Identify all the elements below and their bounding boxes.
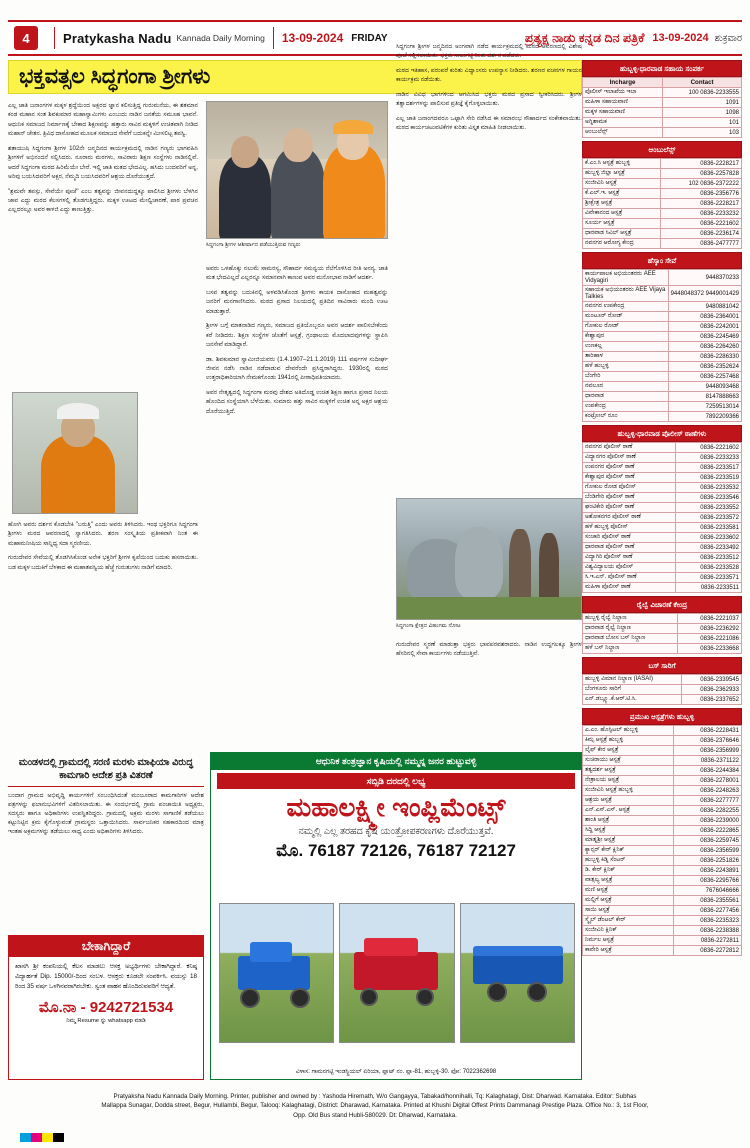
table-row: ನೇತ್ರಾಲಯ ಆಸ್ಪತ್ರೆ 0836-2278001 <box>583 776 742 786</box>
table-row: ನವಲೂರ 9448093468 <box>583 382 742 392</box>
section-header: ಆಂಬುಲೆನ್ಸ್ <box>582 141 742 158</box>
table-row: ತತ್ವದರ್ಶ ಆಸ್ಪತ್ರೆ 0836-2244384 <box>583 766 742 776</box>
table-row: ಹುಬ್ಬಳ್ಳಿ ರೈಲ್ವೆ ನಿಲ್ದಾಣ 0836-2221037 <box>583 614 742 624</box>
table-row: ಮಣಿ ಆಸ್ಪತ್ರೆ 7676046666 <box>583 886 742 896</box>
table-row: ಗೋಕುಲ ರೋಡ ಪೊಲೀಸ್ 0836-2233532 <box>583 483 742 493</box>
table-row: ಕೇಶ್ವಾಪುರ ಪೊಲೀಸ್ ಠಾಣೆ 0836-2233519 <box>583 473 742 483</box>
article-para: ಮಠದ ಇತಿಹಾಸ, ಪರಂಪರೆ ಕುರಿತು ವಿದ್ವಾಂಸರು ಉಪನ್ಯಾಸ ನೀಡಿದರು. ಶರಣರ ವಚನಗಳ ಗಾಯನ ಕಾರ್ಯಕ್ರಮ ನಡೆಯಿತು. <box>396 66 582 84</box>
table-row: ಸಿ.ಇ.ಎನ್. ಪೊಲೀಸ್ ಠಾಣೆ 0836-2233571 <box>583 573 742 583</box>
article-para: ಎಲ್ಲ ಜಾತಿ ಜನಾಂಗದವರೂ ಒಟ್ಟಾಗಿ ಸೇರಿ ನಡೆಸಿದ ಈ ಸಮಾರಂಭ ಸೌಹಾರ್ದದ ಸಂಕೇತವಾಯಿತು. ಮಠದ ಕಾರ್ಯಚಟುವಟಿಕೆಗಳ ಕುರಿತು ವಿಸ್ತೃತ ಮಾಹಿತಿ ನೀಡಲಾಯಿತು. <box>396 114 582 132</box>
table-row: ಕಂಟ್ರೋಲ್ ರೂಂ 7892209366 <box>583 412 742 422</box>
registration-color-bar-left <box>20 1133 64 1142</box>
ad-product-images <box>219 903 575 1043</box>
article-para: ಶತಾಯುಷಿ ಸಿದ್ಧಗಂಗಾ ಶ್ರೀಗಳ 102ನೇ ಜನ್ಮದಿನದ ಕಾರ್ಯಕ್ರಮದಲ್ಲಿ ನಾಡಿನ ಗಣ್ಯರು ಭಾಗವಹಿಸಿ ಶ್ರೀಗಳಿಗೆ ಅಭಿನಂದನೆ ಸಲ್ಲಿಸಿದರು. ನೂರಾರು ಮಠಗಳು, ಸಾವಿರಾರು ಶಿಕ್ಷಣ ಸಂಸ್ಥೆಗಳು ನಾಡಿನಲ್ಲಿವೆ. ಆದರೆ ಸಿದ್ಧಗಂಗಾ ಮಠದ ಹಿರಿಮೆಯೇ ಬೇರೆ. ಇಲ್ಲಿ ಜಾತಿ ಮತದ ಭೇದವಿಲ್ಲ. ಹಸಿದು ಬಂದವರಿಗೆ ಅನ್ನ, ಅರಿವು ಬಯಸಿದವರಿಗೆ ಅಕ್ಷರ, ನೆಮ್ಮದಿ ಬಯಸಿದವರಿಗೆ ಆಶ್ರಯ ದೊರೆಯುತ್ತದೆ. <box>8 144 198 181</box>
directory-section-railway <box>582 596 742 654</box>
article-para: ನಾಡಿನ ವಿವಿಧ ಭಾಗಗಳಿಂದ ಆಗಮಿಸಿದ ಭಕ್ತರು ಮಠದ ಪ್ರಸಾದ ಸ್ವೀಕರಿಸಿದರು. ಶ್ರೀಗಳ ತತ್ವಾದರ್ಶಗಳನ್ನು ಪಾಲಿಸುವ ಪ್ರತಿಜ್ಞೆ ಕೈಗೊಳ್ಳಲಾಯಿತು. <box>396 90 582 108</box>
table-row: ವಿದ್ಯಾನಗರ ಪೊಲೀಸ್ ಠಾಣೆ 0836-2233233 <box>583 453 742 463</box>
classified-title: ಬೇಕಾಗಿದ್ದಾರೆ <box>9 936 203 957</box>
product-image-trailer <box>460 903 575 1043</box>
table-row: ಗೋಕುಲ ರೋಡ್ 0836-2242001 <box>583 322 742 332</box>
article-para: ಅವರ ನೇತೃತ್ವದಲ್ಲಿ ಸಿದ್ಧಗಂಗಾ ಮಠವು ದೇಶದ ಅತಿದೊಡ್ಡ ಉಚಿತ ಶಿಕ್ಷಣ ಹಾಗೂ ಪ್ರಸಾದ ನಿಲಯ ಹೊಂದಿದ ಸಂಸ್ಥೆಯಾಗಿ ಬೆಳೆಯಿತು. ಸುಮಾರು ಹತ್ತು ಸಾವಿರ ಮಕ್ಕಳಿಗೆ ಉಚಿತ ಅನ್ನ ಅಕ್ಷರ ಆಶ್ರಯ ದೊರೆಯುತ್ತಿದೆ. <box>206 388 388 415</box>
table-row: ಎ.ಎಂ. ಹೊಸ್ಪಿಟಲ್ ಹುಬ್ಬಳ್ಳಿ 0836-2228431 <box>583 726 742 736</box>
table-row: ಅಗ್ನಿಶಾಮಕ 101 <box>583 118 742 128</box>
directory-section-helpline <box>582 60 742 138</box>
table-row: ಹಳೆ ಹುಬ್ಬಳ್ಳಿ 0836-2352624 <box>583 362 742 372</box>
table-row: ಸಹಾಯಕ ಅಭಿಯಂತರರು AEE Vijaya Talkies 9448048372 9449001429 <box>583 286 742 302</box>
section-header: ಪ್ರಮುಖ ಆಸ್ಪತ್ರೆಗಳು ಹುಬ್ಬಳ್ಳಿ <box>582 708 742 725</box>
column-header: Incharge <box>583 78 663 88</box>
day-english: FRIDAY <box>351 32 388 44</box>
table-row: ಮಾತೃಶ್ರೀ ಆಸ್ಪತ್ರೆ 0836-2259745 <box>583 836 742 846</box>
table-row: ಸ್ಮೈಲ್ ಡೆಂಟಲ್ ಕೇರ್ 0836-2235323 <box>583 916 742 926</box>
table-row: ಮಹಿಳಾ ಪೊಲೀಸ್ ಠಾಣೆ 0836-2233511 <box>583 583 742 593</box>
classified-note: ನಿಮ್ಮ Resume ನ್ನು whatsapp ಮಾಡಿ <box>66 1018 146 1025</box>
table-row: ಆಂಬುಲೆನ್ಸ್ 103 <box>583 128 742 138</box>
table-row: ವಿವೇಕಾನಂದ ಆಸ್ಪತ್ರೆ 0836-2233232 <box>583 209 742 219</box>
photo-swamiji-portrait <box>12 392 138 514</box>
photo-caption-right: ಸಿದ್ಧಗಂಗಾ ಕ್ಷೇತ್ರದ ವಿಹಂಗಮ ನೋಟ <box>396 623 461 629</box>
table-row: ಎನ್.ಡಬ್ಲ್ಯೂ.ಕೆ.ಆರ್.ಟಿ.ಸಿ. 0836-2337652 <box>583 695 742 705</box>
table-row: ಧಾರವಾಡ ಪೊಲೀಸ್ ಠಾಣೆ 0836-2233492 <box>583 543 742 553</box>
article-para: ಎಲ್ಲ ಜಾತಿ ಜನಾಂಗಗಳ ಮಕ್ಕಳ ಶ್ರದ್ಧೆಯಿಂದ ಅಕ್ಷರದ ಜ್ಞಾನ ಕಲಿಸುತ್ತಿದ್ದ ಗುರುಮನೆಯ, ಈ ಶತಮಾನ ಕಂಡ ಮಹಾನ ಸಂತ ಶಿವಕುಮಾರ ಮಹಾಸ್ವಾಮಿಗಳು ಎಂಬುದು ನಾಡಿನ ಜನತೆಯ ಸಮೂಹ ಭಾವನೆ. ಆಧುನಿಕ ಸಮಾಜದ ನಿರ್ಮಾಣಕ್ಕೆ ಬೇಕಾದ ಶಿಕ್ಷಣವನ್ನು ಹತ್ತಾರು ಸಾವಿರ ಮಕ್ಕಳಿಗೆ ಉಚಿತವಾಗಿ ನೀಡಿದ ಮಹಾನ್ ಚೇತನ. ತ್ರಿವಿಧ ದಾಸೋಹದ ಮೂಲಕ ಸಮಾಜದ ಸೇವೆಗೆ ಬದುಕನ್ನೇ ಮೀಸಲಿಟ್ಟ ತಪಸ್ವಿ. <box>8 102 198 138</box>
ad-tagline: ನಮ್ಮಲ್ಲಿ ಎಲ್ಲ ತರಹದ ಕೃಷಿ ಯಂತ್ರೋಪಕರಣಗಳು ದೊರೆಯುತ್ತವೆ. <box>298 826 494 837</box>
advertisement-mahalakshmi-implements[interactable] <box>210 752 582 1080</box>
table-row: ಕೇಶ್ವಾಪುರ 0836-2245469 <box>583 332 742 342</box>
date-kannada: 13-09-2024 <box>652 32 709 44</box>
table-row: ಶ್ರೀಕ್ಷೇತ್ರ ಆಸ್ಪತ್ರೆ 0836-2228217 <box>583 199 742 209</box>
photo-leaders-with-swamiji <box>206 101 388 239</box>
divider <box>273 27 274 49</box>
table-row: ಧಾರವಾಡ ರೈಲ್ವೆ ನಿಲ್ದಾಣ 0836-2236292 <box>583 624 742 634</box>
table-row: ನಿರ್ಮಲ ಆಸ್ಪತ್ರೆ 0836-2272811 <box>583 936 742 946</box>
footer-line-2: Mallappa Sunagar, Dodda street, Begur, Hullambi, Begur, Talooq: Kalaghatagi, District: Dharawad, Karnataka. Printed at Khushi Digital Offest Prints Dammanagi Prestige Plaza. Office No.: 3, 1st Floor, <box>101 1102 649 1110</box>
article-column-2 <box>206 264 388 421</box>
table-row: ವಿದ್ಯಾಗಿರಿ ಪೊಲೀಸ್ ಠಾಣೆ 0836-2233512 <box>583 553 742 563</box>
classified-phone[interactable]: ಮೊ.ನಾ - 9242721534 <box>38 999 174 1017</box>
village-notice-article <box>8 757 204 836</box>
table-row: ನವನಗರ ಪೊಲೀಸ್ ಠಾಣೆ 0836-2221602 <box>583 443 742 453</box>
article-para: ಸಿದ್ಧಗಂಗಾ ಶ್ರೀಗಳ ಜನ್ಮದಿನದ ಅಂಗವಾಗಿ ನಡೆದ ಕಾರ್ಯಕ್ರಮದಲ್ಲಿ ಮಠದ ಆವರಣದಲ್ಲಿ ವಿಶೇಷ ಪೂಜೆ ಸಲ್ಲಿಸಲಾಯಿತು. ಭಕ್ತರು ಸಾಲುಗಟ್ಟಿ ನಿಂತು ದರ್ಶನ ಪಡೆದರು. <box>396 43 582 60</box>
table-row: ಹುಬ್ಬಳ್ಳಿ ಜಿಲ್ಲಾ ಆಸ್ಪತ್ರೆ 0836-2257828 <box>583 169 742 179</box>
table-row: ಹುಬ್ಬಳ್ಳಿ ಕಿಡ್ನಿ ಸೆಂಟರ್ 0836-2251826 <box>583 856 742 866</box>
article-para: ಶ್ರೀಗಳ ಬಗ್ಗೆ ಮಾತನಾಡಿದ ಗಣ್ಯರು, ಸಮಾಜದ ಪ್ರತಿಯೊಬ್ಬರೂ ಅವರ ಆದರ್ಶ ಪಾಲಿಸಬೇಕೆಂದು ಕರೆ ನೀಡಿದರು. ಶಿಕ್ಷಣ ಸಂಸ್ಥೆಗಳ ಜೊತೆಗೆ ಆಸ್ಪತ್ರೆ, ಗ್ರಂಥಾಲಯ ಮೊದಲಾದವುಗಳನ್ನು ಸ್ಥಾಪಿಸಿ ಜನಸೇವೆ ಮಾಡಿದ್ದಾರೆ. <box>206 322 388 349</box>
article-para: ಅವರು ಒಳಹೊಕ್ಕು ನಲುಮೆ ಸಾಮರಸ್ಯ, ಸೌಹಾರ್ದ ಸಮನ್ವಯ ನೆಲೆಗೊಳಿಸಿದ ರೀತಿ ಅನನ್ಯ. ಜಾತಿ ಮತ ಭೇದವಿಲ್ಲದೆ ಎಲ್ಲರನ್ನೂ ಸಮಾನವಾಗಿ ಕಾಣುವ ಅವರ ಮನೋಭಾವ ನಾಡಿಗೆ ಆದರ್ಶ. <box>206 265 388 282</box>
classified-wanted-ad <box>8 935 204 1080</box>
table-row: ವಿಶ್ವವಿದ್ಯಾಲಯ ಪೊಲೀಸ್ 0836-2233528 <box>583 563 742 573</box>
table-row: ಶಾಂತಿ ಆಸ್ಪತ್ರೆ 0836-2239000 <box>583 816 742 826</box>
footer-line-1: Pratyaksha Nadu Kannada Daily Morning. Printer, publisher and owned by : Yashoda Hiremath, W/o Gangayya, Tabakad/honnihalli, Tq: Kalaghatagi, Dist: Dharwad. Karnataka. Editor: Subhas <box>113 1093 637 1100</box>
table-row: ತಾರಿಹಾಳ 0836-2286330 <box>583 352 742 362</box>
ad-sub-banner: ಸಬ್ಸಿಡಿ ದರದಲ್ಲಿ ಲಭ್ಯ <box>217 773 575 789</box>
footer-line-3: Opp. Old Bus stand Hubli-580029. Dt: Dharwad, Karnataka. <box>293 1111 457 1119</box>
article-column-1-cont <box>8 520 198 577</box>
table-row: ಧಾರವಾಡ ಸಿವಿಲ್ ಆಸ್ಪತ್ರೆ 0836-2236174 <box>583 229 742 239</box>
paper-tagline: Kannada Daily Morning <box>176 33 265 43</box>
article-para: ಗುರುದೇವರ ಸ್ಮರಣೆ ಮಾಡುತ್ತಾ ಭಕ್ತರು ಭಾವಪರವಶರಾದರು. ನಾಡಿನ ಉದ್ದಗಲಕ್ಕೂ ಶ್ರೀಗಳ ಹೆಸರಿನಲ್ಲಿ ಸೇವಾ ಕಾರ್ಯಗಳು ನಡೆಯುತ್ತಿವೆ. <box>396 641 582 658</box>
table-row: ಕಾವೇರಿ ಆಸ್ಪತ್ರೆ 0836-2272812 <box>583 946 742 956</box>
notice-title: ಮಂಡಳದಲ್ಲಿ ಗ್ರಾಮದಲ್ಲಿ ಸರಣಿ ಮರಳು ಮಾಫಿಯಾ ವಿರುದ್ಧ ಕಾಮಗಾರಿ ಆದೇಶ ಪ್ರತಿ ವಿತರಣೆ <box>8 757 204 787</box>
photo-siddaganga-kshetra <box>396 498 582 620</box>
table-row: ಕಾರ್ಯಪಾಲಕ ಅಭಿಯಂತರರು AEE Vidyagiri 9448370233 <box>583 270 742 286</box>
table-row: ಕ್ಯಾನ್ಸರ್ ಕೇರ್ ಕ್ಲಿನಿಕ್ 0836-2356599 <box>583 846 742 856</box>
directory-section-hospitals <box>582 708 742 956</box>
table-row: ಎನ್.ಎಸ್.ಎಸ್. ಆಸ್ಪತ್ರೆ 0836-2282255 <box>583 806 742 816</box>
table-row: ಮಲ್ಲಿಗೆ ಆಸ್ಪತ್ರೆ 0836-2355561 <box>583 896 742 906</box>
table-row: ಸುಚಿರಾಯು ಆಸ್ಪತ್ರೆ 0836-2371122 <box>583 756 742 766</box>
table-row: ಕೆ.ಎಂ.ಸಿ ಆಸ್ಪತ್ರೆ ಹುಬ್ಬಳ್ಳಿ 0836-2228217 <box>583 159 742 169</box>
table-row: ಸೂರ್ಯ ಆಸ್ಪತ್ರೆ 0836-2221602 <box>583 219 742 229</box>
column-header: Contact <box>663 78 742 88</box>
article-column-3-cont <box>396 640 582 664</box>
table-row: ಮಹಿಳಾ ಸಹಾಯವಾಣಿ 1091 <box>583 98 742 108</box>
directory-section-ambulance <box>582 141 742 249</box>
table-row: ಉಪಕೇಂದ್ರ 7259513014 <box>583 402 742 412</box>
table-row: ಅಶೋಕನಗರ ಪೊಲೀಸ್ ಠಾಣೆ 0836-2233572 <box>583 513 742 523</box>
notice-body: ಬಂದಾಗ ಗ್ರಾಮದ ಅಭಿವೃದ್ಧಿ ಕಾರ್ಯಗಳಿಗೆ ಸಂಬಂಧಿಸಿದಂತೆ ಮಂಜೂರಾದ ಕಾಮಗಾರಿಗಳ ಆದೇಶ ಪತ್ರಗಳನ್ನು ಫಲಾನುಭವಿಗಳಿಗೆ ವಿತರಿಸಲಾಯಿತು. ಈ ಸಂದರ್ಭದಲ್ಲಿ ಗ್ರಾಮ ಪಂಚಾಯಿತಿ ಅಧ್ಯಕ್ಷರು, ಸದಸ್ಯರು ಹಾಗೂ ಅಧಿಕಾರಿಗಳು ಉಪಸ್ಥಿತರಿದ್ದರು. ಗ್ರಾಮದಲ್ಲಿ ಅಕ್ರಮ ಮರಳು ಸಾಗಾಣಿಕೆ ತಡೆಯಲು ಕಟ್ಟುನಿಟ್ಟಿನ ಕ್ರಮ ಕೈಗೊಳ್ಳುವಂತೆ ಗ್ರಾಮಸ್ಥರು ಒತ್ತಾಯಿಸಿದರು. ಸಾರ್ವಜನಿಕರ ಸಹಕಾರದಿಂದ ಮಾತ್ರ ಇಂತಹ ಅಕ್ರಮಗಳನ್ನು ತಡೆಯಲು ಸಾಧ್ಯ ಎಂದು ಅಧಿಕಾರಿಗಳು ತಿಳಿಸಿದರು. <box>8 791 204 836</box>
table-row: ಡಿ. ಕೇರ್ ಕ್ಲಿನಿಕ್ 0836-2243891 <box>583 866 742 876</box>
ad-phone[interactable]: ಮೊ. 76187 72126, 76187 72127 <box>276 841 516 860</box>
table-row: ಸಂಚಾರಿ ಪೊಲೀಸ್ ಠಾಣೆ 0836-2233602 <box>583 533 742 543</box>
table-row: ಧಾರವಾಡ ಬೋಸ ಬಸ್ ನಿಲ್ದಾಣ 0836-2221086 <box>583 634 742 644</box>
product-image-rotavator <box>339 903 454 1043</box>
article-para: ಹೋಗಿ ಅವರು ದರ್ಶನ ಕೊಡಬೇಕಿ "ಬರುತ್ತಿ" ಎಂದು ಅವರು ತಿಳಿಸಿದರು. ಇಂಥ ಭಕ್ತರಿಗೂ ಸಿದ್ಧಗಂಗಾ ಶ್ರೀಗಳು ಮಠದ ಆವರಣದಲ್ಲಿ ಸ್ವಾಗತಿಸಿದರು. ಶರಣ ಸಂಸ್ಕೃತಿಯ ಪ್ರತೀಕವಾಗಿ ನಿಂತ ಈ ಮಹಾಮನೀಷಿಯ ಸಾನ್ನಿಧ್ಯ ಸದಾ ಸ್ಮರಣೀಯ. <box>8 521 198 547</box>
article-column-1 <box>8 101 198 220</box>
table-row: ನವನಗರ ಆರೋಗ್ಯ ಕೇಂದ್ರ 0836-2477777 <box>583 239 742 249</box>
directory-rail <box>582 60 742 959</box>
table-row: ಬೆಂಡಿಗೇರಿ ಪೊಲೀಸ್ ಠಾಣೆ 0836-2233546 <box>583 493 742 503</box>
table-row: ಲೈಫ್ ಕೇರ ಆಸ್ಪತ್ರೆ 0836-2356999 <box>583 746 742 756</box>
section-header: ರೈಲ್ವೆ ವಿಚಾರಣೆ ಕೇಂದ್ರ <box>582 596 742 613</box>
article-para: ಗುರುದೇವರ ಸೇವೆಯಲ್ಲಿ ತೊಡಗಿಸಿಕೊಂಡ ಅನೇಕ ಭಕ್ತರಿಗೆ ಶ್ರೀಗಳ ಕೃಪೆಯಿಂದ ಬದುಕು ಹಸನಾಯಿತು. ಬಡ ಮಕ್ಕಳ ಬದುಕಿಗೆ ಬೆಳಕಾದ ಈ ಮಹಾತಪಸ್ವಿಯ ಹೆಜ್ಜೆ ಗುರುತುಗಳು ನಾಡಿಗೆ ಮಾದರಿ. <box>8 554 198 571</box>
main-headline-text: ಭಕ್ತವತ್ಸಲ ಸಿದ್ಧಗಂಗಾ ಶ್ರೀಗಳು <box>19 65 211 88</box>
ad-top-banner: ಆಧುನಿಕ ತಂತ್ರಜ್ಞಾನ ಕೃಷಿಯಲ್ಲಿ ನಮ್ಮನ್ನ ಜನರ ಹುಟ್ಟುವಳ್ಳಿ <box>211 753 581 770</box>
table-row: ಹಳೆ ಬಸ್ ನಿಲ್ದಾಣ 0836-2233668 <box>583 644 742 654</box>
masthead <box>8 20 742 56</box>
table-row: ಉಪನಗರ ಪೊಲೀಸ್ ಠಾಣೆ 0836-2233517 <box>583 463 742 473</box>
table-row: ಉಣಕಲ್ಲ 0836-2264260 <box>583 342 742 352</box>
classified-body: ಖಾಸಗಿ ಶ್ರೀ ಕಂಪನಿಯಲ್ಲಿ ಕೆಲಸ ಮಾಡಲು ಆಸಕ್ತ ಅಭ್ಯರ್ಥಿಗಳು ಬೇಕಾಗಿದ್ದಾರೆ. ಕನಿಷ್ಠ ವಿದ್ಯಾರ್ಹತೆ Dip. 15000/-ದಿಂದ ಸಂಬಳ. ಆಸಕ್ತರು ಕೂಡಲೇ ಸಂಪರ್ಕಿಸಿ. ವಯಸ್ಸು 18 ರಿಂದ 35 ವರ್ಷ ಒಳಗಿನವರಾಗಿರಬೇಕು. ಸ್ವಂತ ವಾಹನ ಹೊಂದಿರುವವರಿಗೆ ಆದ್ಯತೆ. <box>15 963 197 990</box>
table-row: ಹಳೆ ಹುಬ್ಬಳ್ಳಿ ಪೊಲೀಸ್ 0836-2233581 <box>583 523 742 533</box>
table-row: ಆಶ್ರಯ ಆಸ್ಪತ್ರೆ 0836-2277777 <box>583 796 742 806</box>
table-row: ಘಂಟಿಕೇರಿ ಪೊಲೀಸ್ ಠಾಣೆ 0836-2233552 <box>583 503 742 513</box>
directory-section-bus <box>582 657 742 705</box>
section-header: ಹುಬ್ಬಳ್ಳಿ-ಧಾರವಾಡ ಸಹಾಯ ಸಂಪರ್ಕ <box>582 60 742 77</box>
table-row: ಸಾಯಿ ಆಸ್ಪತ್ರೆ 0836-2277456 <box>583 906 742 916</box>
article-para: ಡಾ. ಶಿವಕುಮಾರ ಸ್ವಾಮೀಜಿಯವರು (1.4.1907–21.1.2019) 111 ವರ್ಷಗಳ ಸುದೀರ್ಘ ಜೀವನ ನಡೆಸಿ ನಾಡಿನ ನಡೆದಾಡುವ ದೇವರೆಂದೇ ಪ್ರಸಿದ್ಧರಾಗಿದ್ದರು. 1930ರಲ್ಲಿ ಮಠದ ಉತ್ತರಾಧಿಕಾರಿಯಾಗಿ ನೇಮಕಗೊಂಡು 1941ರಲ್ಲಿ ಪೀಠಾಧಿಪತಿಯಾದರು. <box>206 355 388 382</box>
directory-section-hescom <box>582 252 742 422</box>
product-image-plough <box>219 903 334 1043</box>
article-para: "ಶ್ರಮವೇ ತಪಸ್ಸು, ಸೇವೆಯೇ ಪೂಜೆ" ಎಂಬ ತತ್ವವನ್ನು ಜೀವನದುದ್ದಕ್ಕೂ ಪಾಲಿಸಿದ ಶ್ರೀಗಳು ಬೆಳಗಿನ ಜಾವ ಎದ್ದು ಮಠದ ಕೆಲಸಗಳಲ್ಲಿ ತೊಡಗುತ್ತಿದ್ದರು. ಮಕ್ಕಳ ಊಟದ ಮೇಲ್ವಿಚಾರಣೆ, ಪಾಠ ಪ್ರವಚನ ಎಲ್ಲದರಲ್ಲೂ ಅವರ ಕಾಳಜಿ ಎದ್ದು ಕಾಣುತ್ತಿತ್ತು. <box>8 187 198 214</box>
photo-caption-top: ಸಿದ್ಧಗಂಗಾ ಶ್ರೀಗಳ ಆಶೀರ್ವಾದ ಪಡೆಯುತ್ತಿರುವ ಗಣ್ಯರು <box>206 242 301 248</box>
section-header: ಹುಬ್ಬಳ್ಳಿ-ಧಾರವಾಡ ಪೊಲೀಸ್ ಠಾಣೆಗಳು <box>582 425 742 442</box>
table-row: ಪೊಲೀಸ್ ಇಲಾಖೆಯ ಇಲಾ 100 0836-2233555 <box>583 88 742 98</box>
table-row: ವಾತ್ಸಲ್ಯ ಆಸ್ಪತ್ರೆ 0836-2295766 <box>583 876 742 886</box>
ad-address: ವಿಳಾಸ: ಗಾಮನಗಟ್ಟಿ ಇಂಡಸ್ಟ್ರಿಯಲ್ ಏರಿಯಾ, ಪ್ಲಾಟ್ ನಂ. ಪ್ಲಾ-81, ಹುಬ್ಬಳ್ಳಿ-30. ಫೋ: 7022362698 <box>295 1069 497 1075</box>
directory-section-police <box>582 425 742 593</box>
table-row: ಕಿಮ್ಸ ಆಸ್ಪತ್ರೆ ಹುಬ್ಬಳ್ಳಿ 0836-2376646 <box>583 736 742 746</box>
section-header: ಹೆಸ್ಕಾಂ ಸೇವೆ <box>582 252 742 269</box>
date-english: 13-09-2024 <box>281 31 344 45</box>
article-column-3 <box>396 42 582 138</box>
ad-brand-name: ಮಹಾಲಕ್ಷ್ಮೀ ಇಂಪ್ಲಿಮೆಂಟ್ಸ್ <box>286 792 506 822</box>
paper-name-kannada: ಪ್ರತ್ಯಕ್ಷ ನಾಡು ಕನ್ನಡ ದಿನ ಪತ್ರಿಕೆ <box>524 30 645 45</box>
table-row: ನವನಗರ ಉಪಕೇಂದ್ರ 9480881042 <box>583 302 742 312</box>
table-row: ಸಂಜೀವಿನಿ ಕ್ಲಿನಿಕ್ 0836-2238388 <box>583 926 742 936</box>
divider <box>54 27 55 49</box>
paper-name: Pratykasha Nadu <box>63 30 172 46</box>
table-row: ಬೆಂಗಳೂರು ಸಾರಿಗೆ 0836-2362933 <box>583 685 742 695</box>
table-row: ಸಂಜೀವಿನಿ ಆಸ್ಪತ್ರೆ 102 0836-2372222 <box>583 179 742 189</box>
table-row: ಮಕ್ಕಳ ಸಹಾಯವಾಣಿ 1098 <box>583 108 742 118</box>
table-row: ಸಿದ್ಧಿ ಆಸ್ಪತ್ರೆ 0836-2222865 <box>583 826 742 836</box>
page-number-badge: 4 <box>14 26 38 50</box>
page-footer <box>8 1092 742 1120</box>
section-header: ಬಸ್ ಸಾರಿಗೆ <box>582 657 742 674</box>
table-row: ಹುಬ್ಬಳ್ಳಿ ವಿಮಾನ ನಿಲ್ದಾಣ (IASAI) 0836-2339545 <box>583 675 742 685</box>
table-row: ಧಾರವಾಡ 8147888663 <box>583 392 742 402</box>
table-row: ಬೆಂಗೇರಿ 0836-2257468 <box>583 372 742 382</box>
table-row: ಕೆ.ಎಲ್.ಇ. ಆಸ್ಪತ್ರೆ 0836-2356776 <box>583 189 742 199</box>
table-row: ಮಂಟೂರ್ ರೋಡ್ 0836-2364001 <box>583 312 742 322</box>
article-para: ಬಸವ ತತ್ವವನ್ನು ಬದುಕಿನಲ್ಲಿ ಅಳವಡಿಸಿಕೊಂಡ ಶ್ರೀಗಳು ಕಾಯಕ ದಾಸೋಹದ ಮಹತ್ವವನ್ನು ಜನರಿಗೆ ಮನಗಾಣಿಸಿದರು. ಮಠದ ಪ್ರಸಾದ ನಿಲಯದಲ್ಲಿ ಪ್ರತಿದಿನ ಸಾವಿರಾರು ಮಂದಿ ಊಟ ಮಾಡುತ್ತಾರೆ. <box>206 288 388 315</box>
table-row: ಸಂಜೀವಿನಿ ಆಸ್ಪತ್ರೆ ಹುಬ್ಬಳ್ಳಿ 0836-2248263 <box>583 786 742 796</box>
day-kannada: ಶುಕ್ರವಾರ <box>714 32 742 44</box>
